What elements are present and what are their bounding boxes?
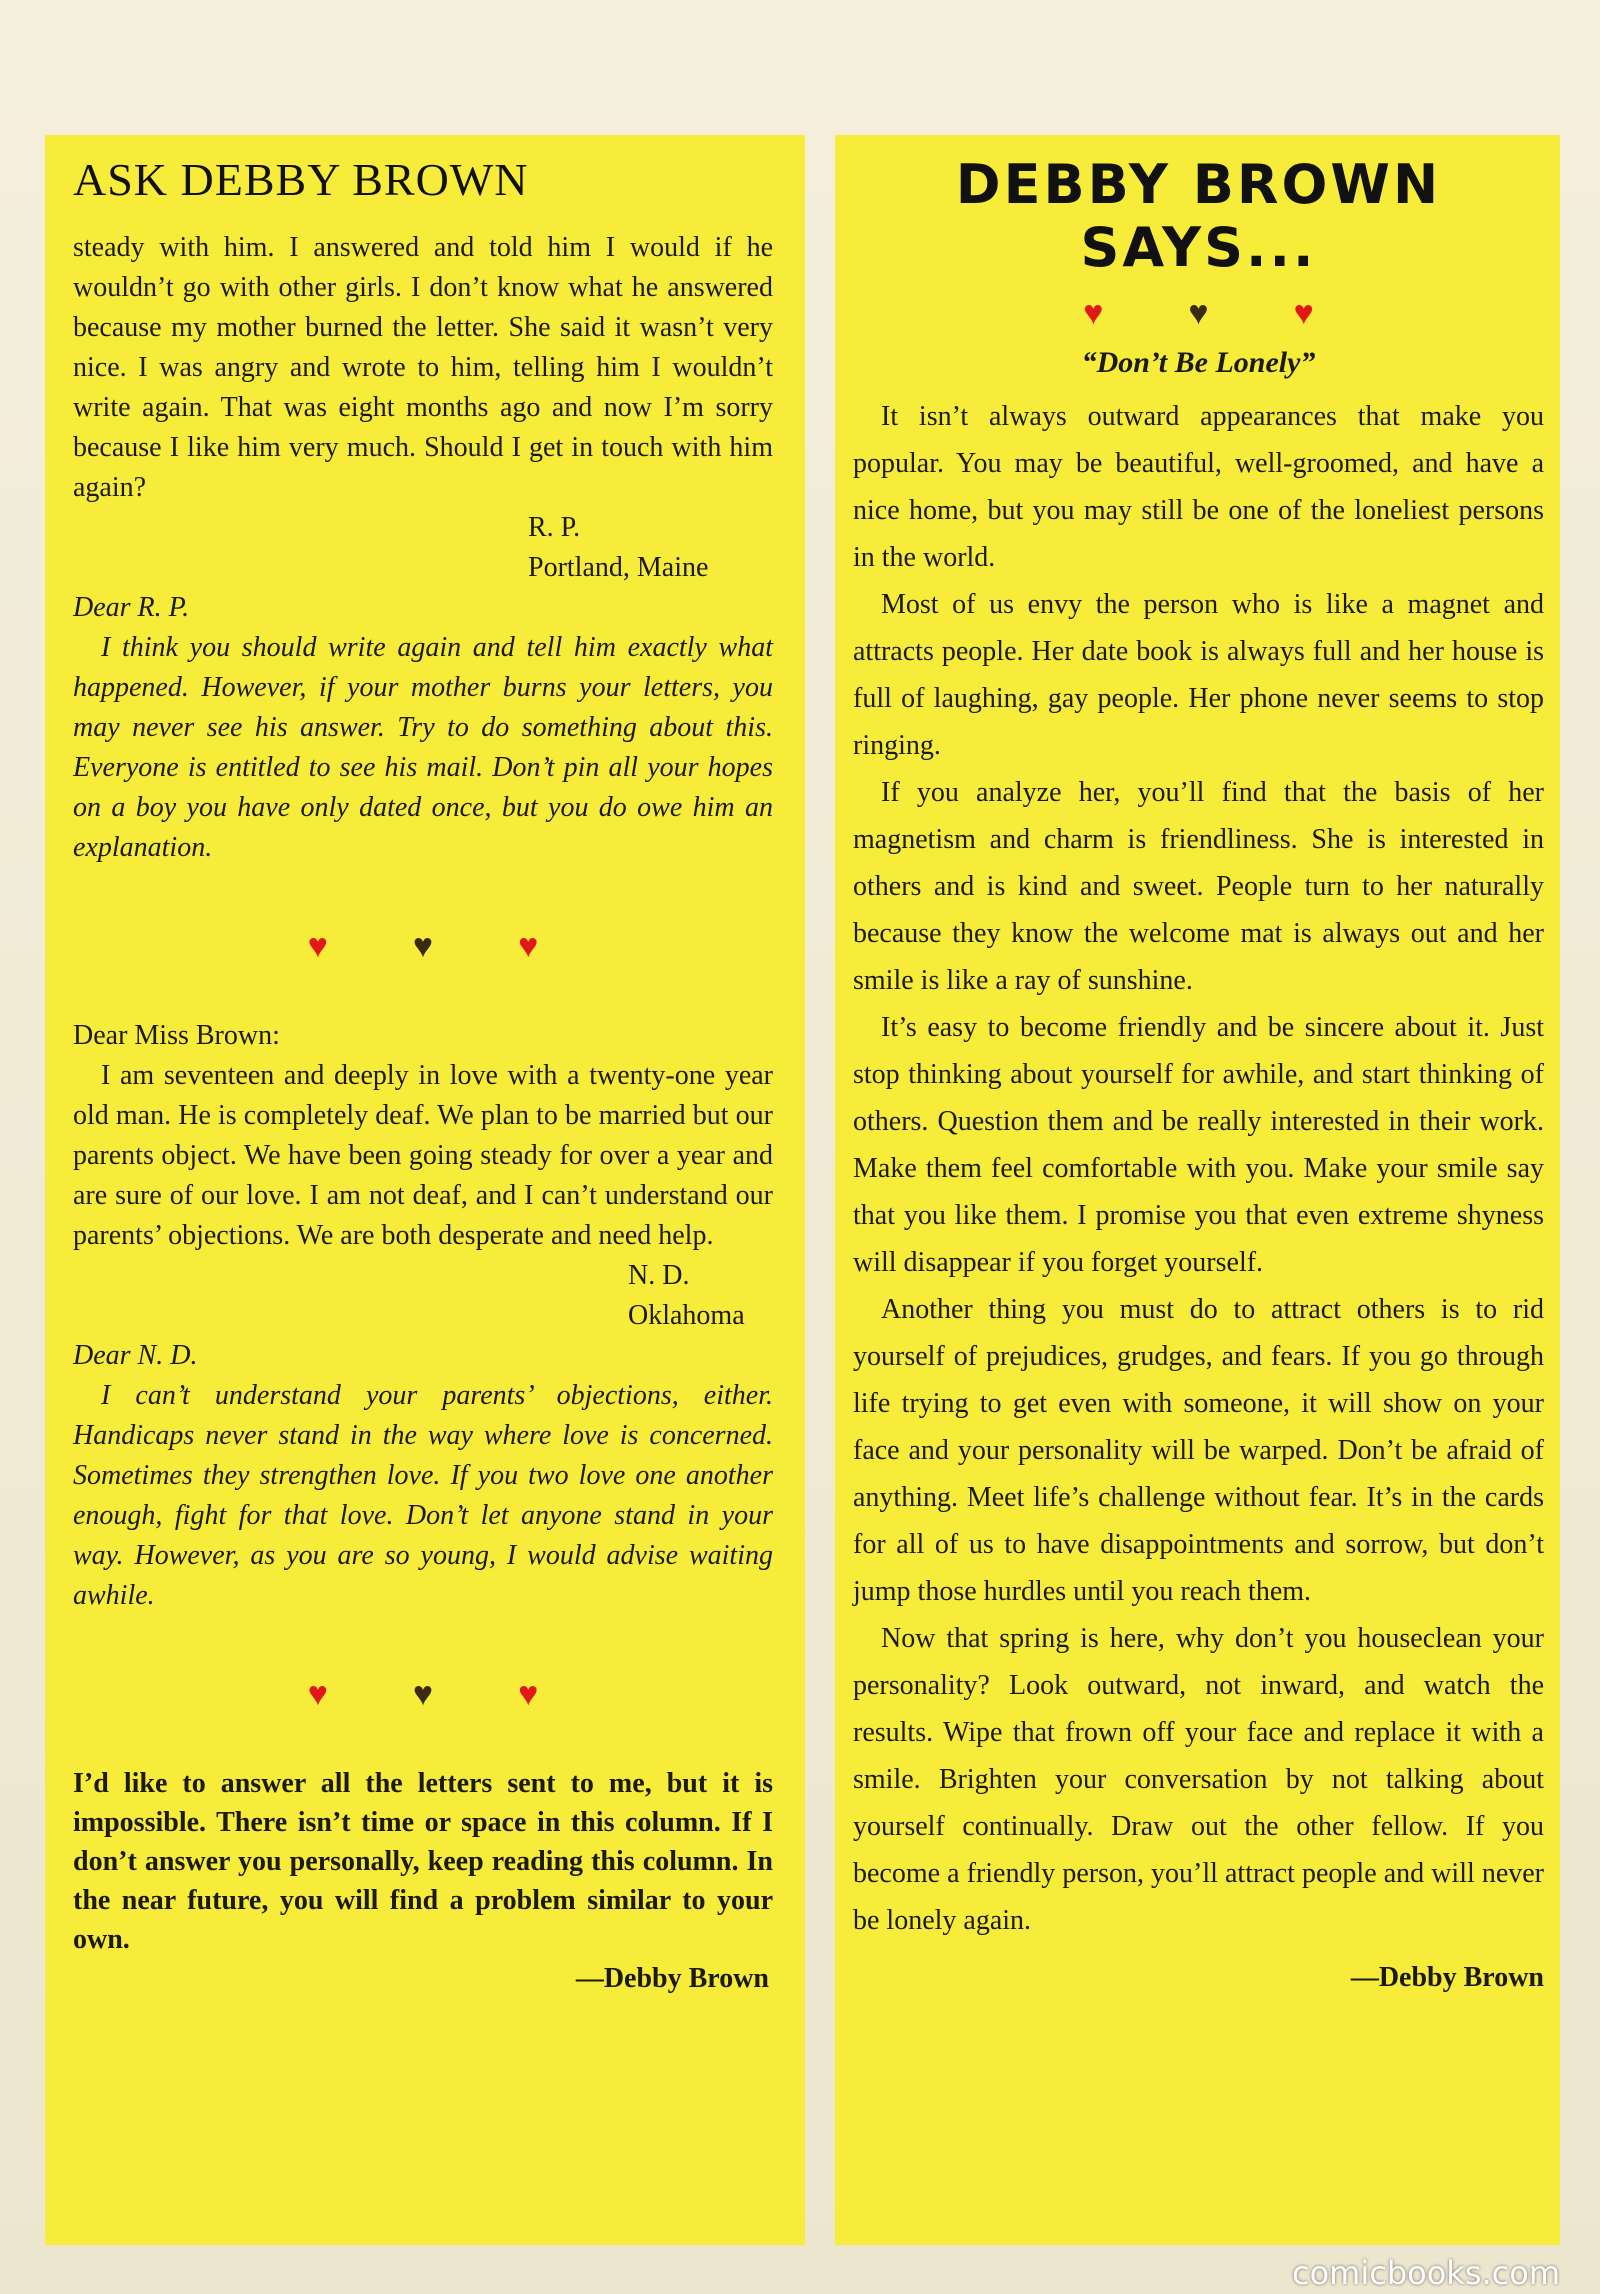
letter-2-signature-place: Oklahoma xyxy=(628,1300,745,1331)
heart-icon: ♥ xyxy=(1083,295,1104,332)
article-paragraph: Now that spring is here, why don’t you houseclean your personality? Look outward, not inward, and watch the results. Wipe that frown off your face and replace it with a smile. Brighten your conversation by not talking about yourself continually. Draw out the other fellow. If you become a friendly person, you’ll attract people and will never be lonely again. xyxy=(853,1623,1544,1936)
right-column-heading: DEBBY BROWN SAYS... xyxy=(955,153,1442,279)
column-notice: I’d like to answer all the letters sent to me, but it is impossible. There isn’t time or space in this column. If I don’t answer you personally, keep reading this column. In the near future, you will find a problem similar to your own. xyxy=(73,1768,773,1955)
letter-1-text: steady with him. I answered and told him I would if he wouldn’t go with other girls. I don’t know what he answered because my mother burned the letter. She said it wasn’t very nice. I was angry and wrote to him, telling him I wouldn’t write again. That was eight months ago and now I’m sorry because I like him very much. Should I get in touch with him again? xyxy=(73,232,773,503)
heart-icon: ♥ xyxy=(307,1676,328,1713)
letter-1-signature-initials: R. P. xyxy=(528,512,581,543)
article-paragraph: Most of us envy the person who is like a magnet and attracts people. Her date book is always full and her house is full of laughing, gay people. Her phone never seems to stop ringing. xyxy=(853,589,1544,761)
heart-divider-3 xyxy=(853,297,1544,331)
left-column xyxy=(45,135,805,2245)
reply-1-salutation: Dear R. P. xyxy=(73,592,190,623)
heart-icon: ♥ xyxy=(1293,295,1314,332)
article-paragraph: It’s easy to become friendly and be sincere about it. Just stop thinking about yourself for awhile, and start thinking of others. Question them and be really interested in their work. Make them feel comfortable with you. Make your smile say that you like them. I promise you that even extreme shyness will disappear if you forget yourself. xyxy=(853,1012,1544,1278)
heart-icon: ♥ xyxy=(412,1676,434,1713)
left-column-heading: ASK DEBBY BROWN xyxy=(73,154,529,205)
left-column-sign-off: —Debby Brown xyxy=(575,1963,769,1994)
watermark: comicbooks.com xyxy=(1291,2254,1560,2292)
heart-divider-1 xyxy=(73,930,773,964)
heart-icon: ♥ xyxy=(307,928,328,965)
article-subtitle: “Don’t Be Lonely” xyxy=(1081,346,1316,379)
heart-icon: ♥ xyxy=(1188,295,1209,332)
heart-icon: ♥ xyxy=(518,928,539,965)
letter-1-signature-place: Portland, Maine xyxy=(528,552,709,583)
right-column xyxy=(835,135,1560,2245)
article-paragraph: It isn’t always outward appearances that make you popular. You may be beautiful, well-groomed, and have a nice home, but you may still be one of the loneliest persons in the world. xyxy=(853,401,1544,573)
letter-2-signature-initials: N. D. xyxy=(628,1260,690,1291)
reply-2-salutation: Dear N. D. xyxy=(73,1340,198,1371)
right-column-sign-off: —Debby Brown xyxy=(1350,1962,1544,1993)
heart-icon: ♥ xyxy=(412,928,434,965)
reply-2-text: I can’t understand your parents’ objections, either. Handicaps never stand in the way where love is concerned. Sometimes they strengthen love. If you two love one another enough, fight for that love. Don’t let anyone stand in your way. However, as you are so young, I would advise waiting awhile. xyxy=(73,1380,773,1611)
reply-1-text: I think you should write again and tell him exactly what happened. However, if your mother burns your letters, you may never see his answer. Try to do something about this. Everyone is entitled to see his mail. Don’t pin all your hopes on a boy you have only dated once, but you do owe him an explanation. xyxy=(73,632,773,863)
article-paragraph: Another thing you must do to attract others is to rid yourself of prejudices, grudges, and fears. If you go through life trying to get even with someone, it will show on your face and your personality will be warped. Don’t be afraid of anything. Meet life’s challenge without fear. It’s in the cards for all of us to have disappointments and sorrow, but don’t jump those hurdles until you reach them. xyxy=(853,1294,1544,1607)
letter-2-text: I am seventeen and deeply in love with a twenty-one year old man. He is completely deaf. We plan to be married but our parents object. We have been going steady for over a year and are sure of our love. I am not deaf, and I can’t understand our parents’ objections. We are both desperate and need help. xyxy=(73,1060,773,1251)
letter-2-salutation: Dear Miss Brown: xyxy=(73,1020,280,1051)
heart-icon: ♥ xyxy=(518,1676,539,1713)
article-paragraph: If you analyze her, you’ll find that the basis of her magnetism and charm is friendliness. She is interested in others and is kind and sweet. People turn to her naturally because they know the welcome mat is always out and her smile is like a ray of sunshine. xyxy=(853,777,1544,996)
heart-divider-2 xyxy=(73,1678,773,1712)
